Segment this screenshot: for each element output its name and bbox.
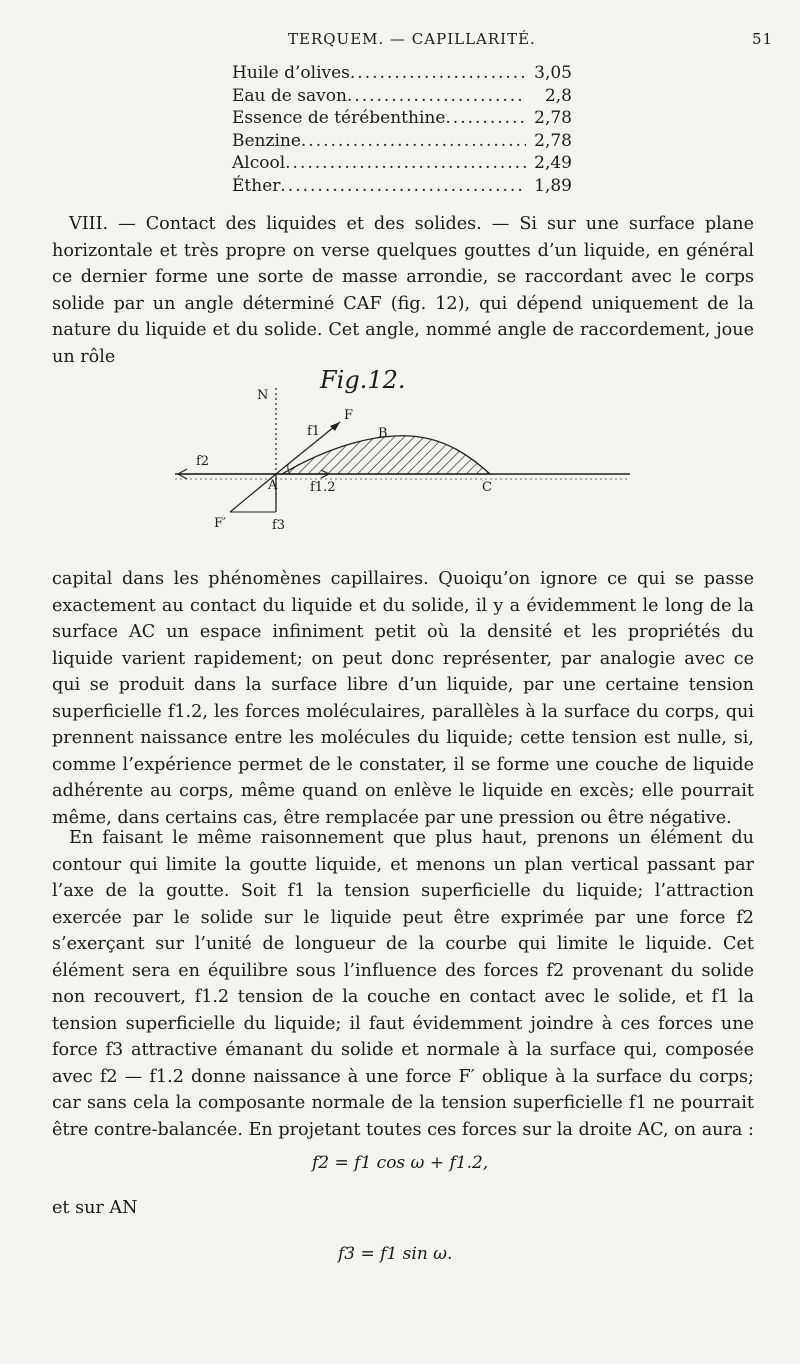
leader-dots xyxy=(301,130,526,153)
table-row xyxy=(232,107,572,130)
label-Fprime: F′ xyxy=(214,516,226,531)
liquid-value: 2,8 xyxy=(544,85,572,106)
table-row xyxy=(232,85,572,108)
equation-projection-AN: f3 = f1 sin ω. xyxy=(338,1244,453,1264)
text-et-sur: et sur AN xyxy=(52,1198,138,1218)
liquid-value: 1,89 xyxy=(534,175,572,196)
leader-dots xyxy=(285,152,526,175)
paragraph-reasoning: En faisant le même raisonnement que plus haut, prenons un élément du contour qui limite la goutte liquide, et menons un plan vertical passant par l’axe de la goutte. Soit f1 la tension superficielle du liquide; l’attraction exercée par le solide sur le liquide peut être exprimée par une force f2 s’exerçant sur l’unité de longueur de la courbe qui limite le liquide. Cet élément sera en équilibre sous l’influence des forces f2 provenant du solide non recouvert, f1.2 tension de la couche en contact avec le solide, et f1 la tension superficielle du liquide; il faut évidemment joindre à ces forces une force f3 attractive émanant du solide et normale à la surface qui, composée avec f2 — f1.2 donne naissance à une force F′ oblique à la surface du corps; car sans cela la composante normale de la tension superficielle f1 ne pourrait être contre-balancée. En projetant toutes ces forces sur la droite AC, on aura : xyxy=(52,828,754,1140)
liquid-name: Huile d’olives xyxy=(232,63,350,83)
leader-dots xyxy=(347,85,526,108)
table-row xyxy=(232,175,572,198)
leader-dots xyxy=(280,175,526,198)
label-f1: f1 xyxy=(307,424,321,439)
paragraph-contact: VIII. — Contact des liquides et des solides. — Si sur une surface plane horizontale et très propre on verse quelques gouttes d’un liquide, en général ce dernier forme une sorte de masse arrondie, se raccordant avec le corps solide par un angle déterminé CAF (fig. 12), qui dépend uniquement de la nature du liquide et du solide. Cet angle, nommé angle de raccordement, joue un rôle xyxy=(52,214,754,367)
label-B: B xyxy=(378,426,388,441)
liquid-value: 2,78 xyxy=(534,130,572,151)
leader-dots xyxy=(350,62,526,85)
label-f2: f2 xyxy=(196,454,210,469)
running-title: TERQUEM. — CAPILLARITÉ. xyxy=(288,30,536,48)
liquid-value: 2,78 xyxy=(534,108,572,129)
liquid-name: Benzine xyxy=(232,130,301,151)
figure-12 xyxy=(160,364,640,554)
label-N: N xyxy=(257,388,269,403)
label-F: F xyxy=(344,408,354,423)
liquid-name: Essence de térébenthine xyxy=(232,108,446,129)
liquid-drop xyxy=(282,436,490,474)
figure-title: Fig.12. xyxy=(320,366,406,394)
leader-dots xyxy=(445,107,526,130)
liquid-name: Éther xyxy=(232,175,281,196)
label-A: A xyxy=(268,478,278,493)
label-f12: f1.2 xyxy=(310,480,336,495)
page-number: 51 xyxy=(752,30,774,48)
surface-tension-table xyxy=(232,62,572,198)
equation-projection-AC: f2 = f1 cos ω + f1.2, xyxy=(312,1153,489,1173)
liquid-value: 3,05 xyxy=(534,63,572,83)
table-row xyxy=(232,62,572,85)
liquid-name: Eau de savon xyxy=(232,85,347,106)
label-C: C xyxy=(482,480,492,495)
table-row xyxy=(232,152,572,175)
paragraph-capillary: capital dans les phénomènes capillaires. Quoiqu’on ignore ce qui se passe exactement au contact du liquide et du solide, il y a évidemment le long de la surface AC un espace infiniment petit où la densité et les propriétés du liquide varient rapidement; on peut donc représenter, par analogie avec ce qui se produit dans la surface libre d’un liquide, par une certaine tension superficielle f1.2, les forces moléculaires, parallèles à la surface du corps, qui prennent naissance entre les molécules du liquide; cette tension est nulle, si, comme l’expérience permet de le constater, il se forme une couche de liquide adhérente au corps, même quand on enlève le liquide en excès; elle pourrait même, dans certains cas, être remplacée par une pression ou être négative. xyxy=(52,569,754,828)
table-row xyxy=(232,130,572,153)
label-f3: f3 xyxy=(272,518,286,533)
liquid-name: Alcool xyxy=(232,153,286,174)
liquid-value: 2,49 xyxy=(534,153,572,174)
running-head xyxy=(0,30,800,54)
